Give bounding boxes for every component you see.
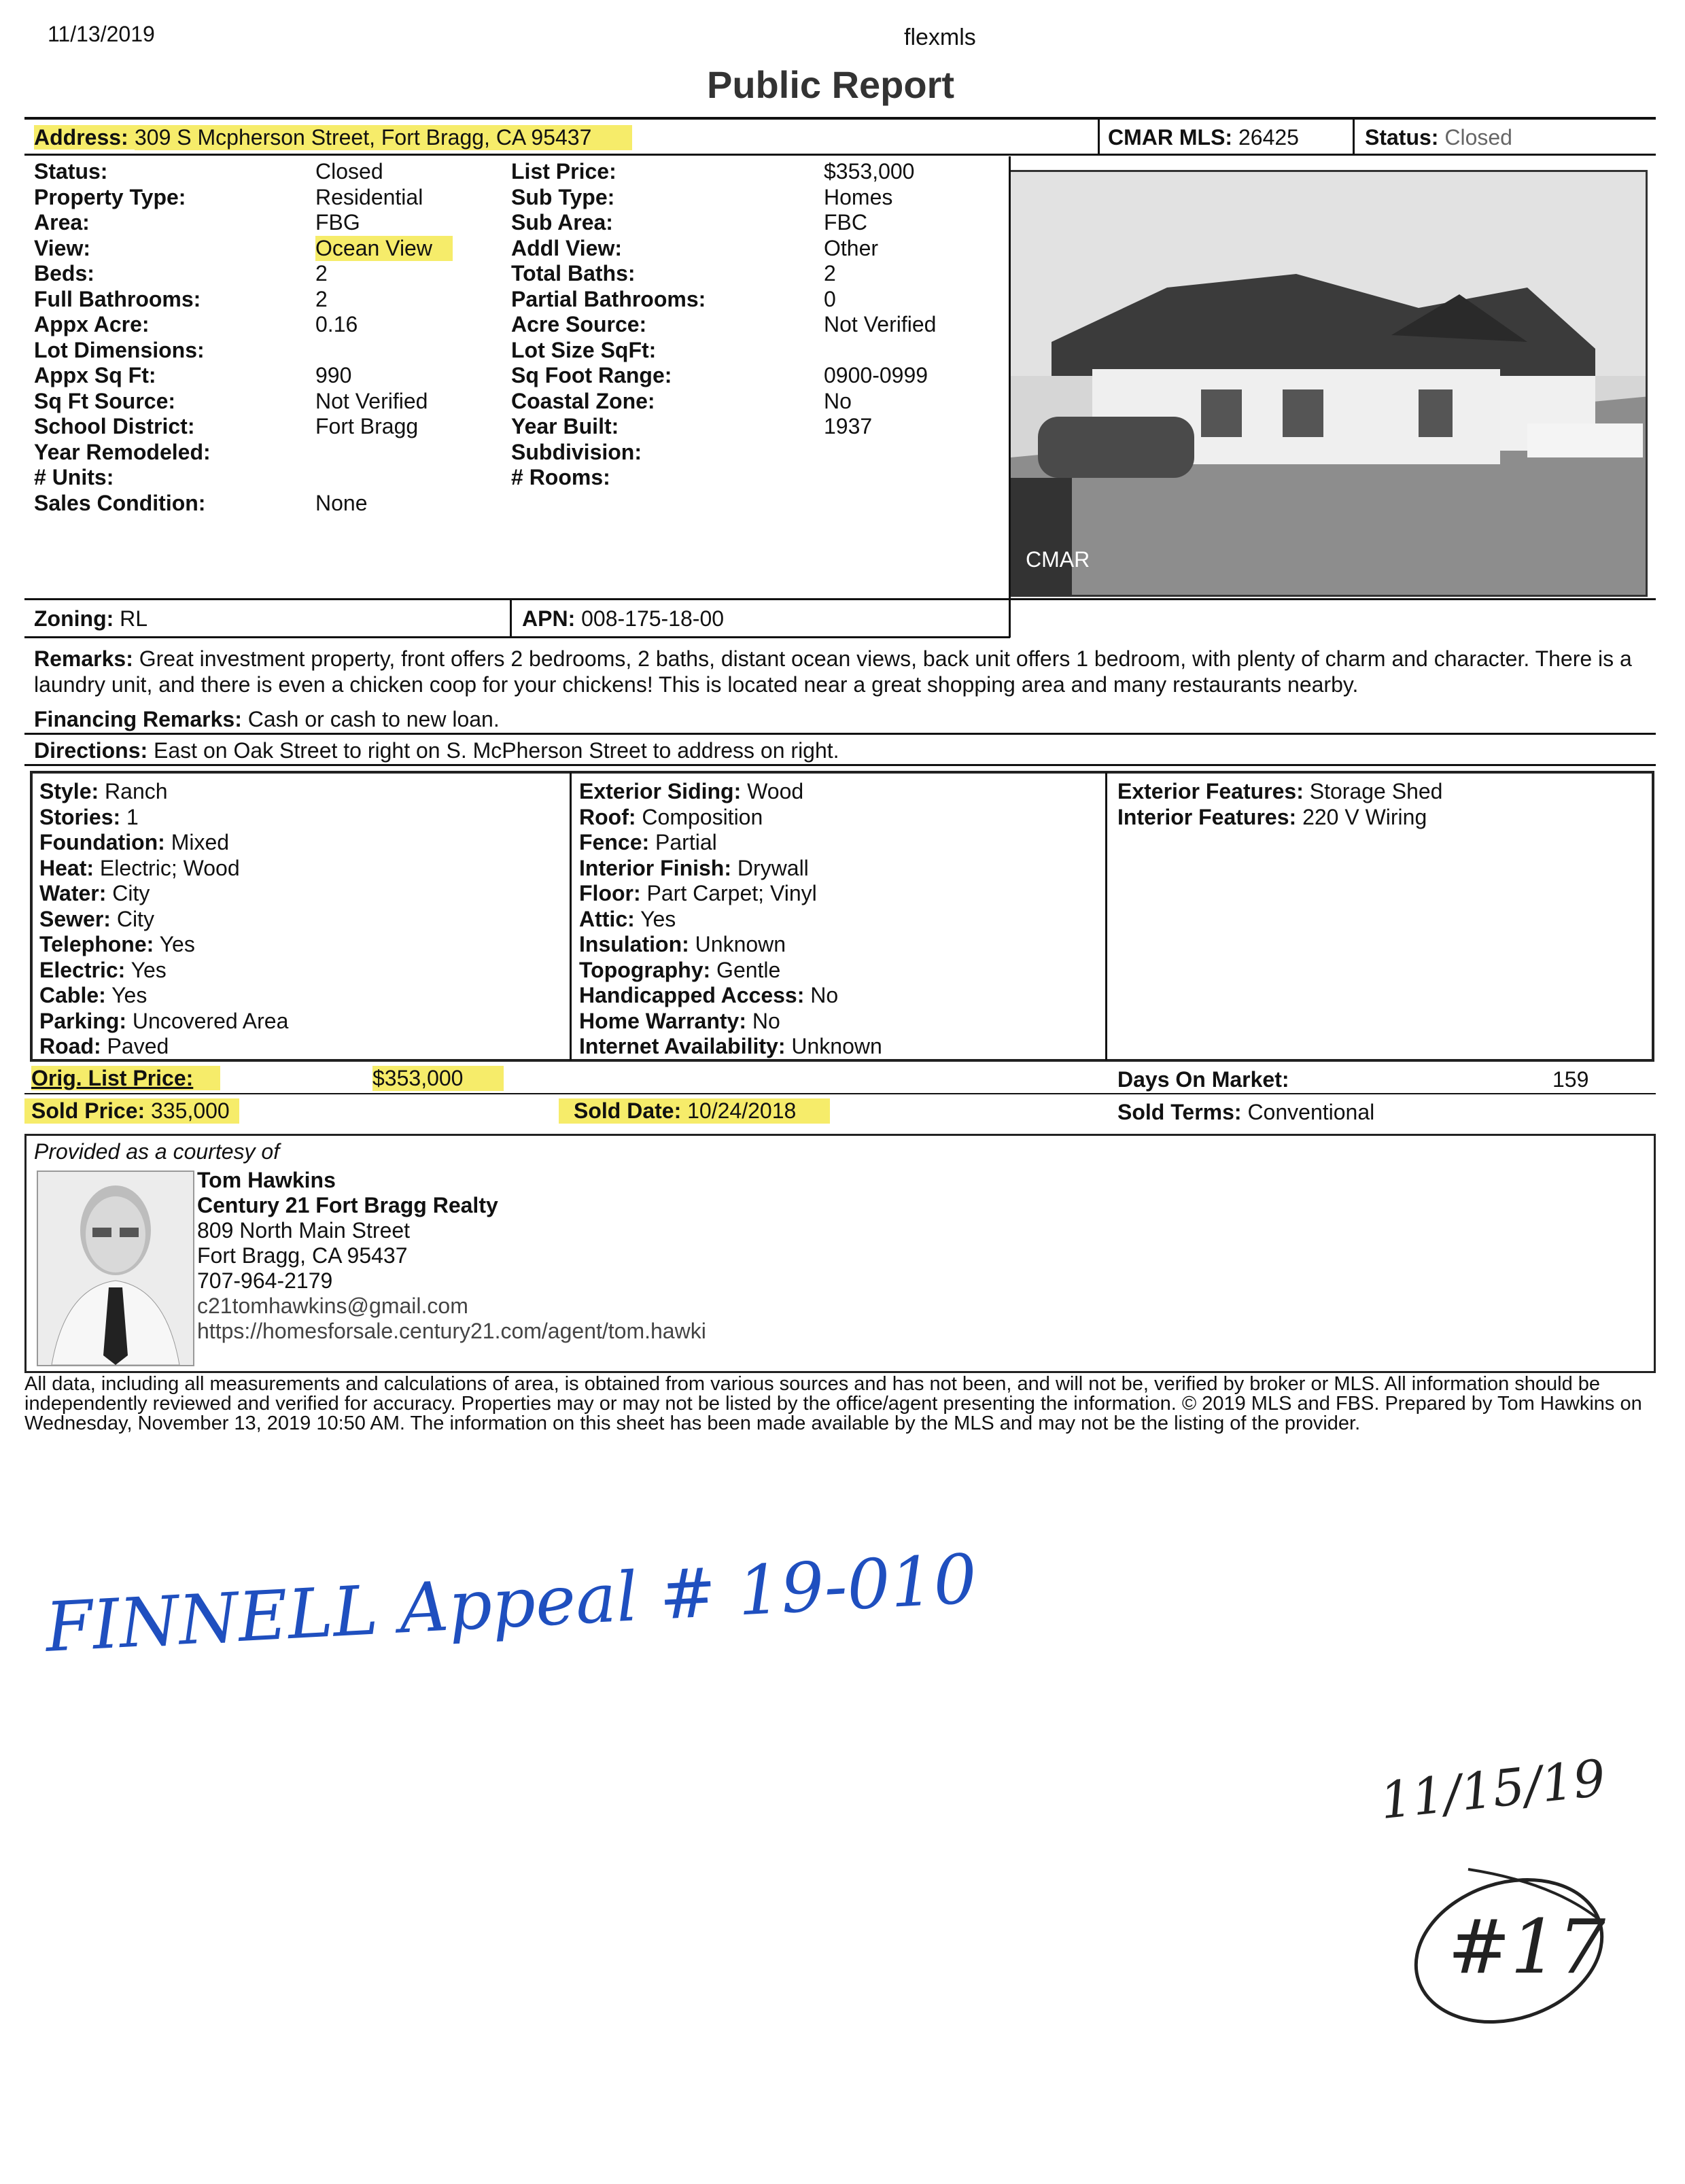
detail-value: 0900-0999 [824, 363, 928, 387]
feature-label: Attic: [579, 906, 635, 931]
feature-row [39, 958, 288, 984]
detail-value: Not Verified [824, 312, 937, 336]
feature-row [579, 805, 882, 831]
feature-label: Roof: [579, 804, 636, 829]
feature-row [39, 983, 288, 1009]
agent-info [197, 1168, 706, 1344]
feature-row [579, 983, 882, 1009]
feature-row [579, 881, 882, 907]
feature-label: Handicapped Access: [579, 983, 805, 1007]
features-col-1 [39, 779, 288, 1060]
detail-value [824, 440, 936, 466]
detail-label: Area: [34, 210, 90, 235]
features-col-2 [579, 779, 882, 1060]
agent-street: 809 North Main Street [197, 1218, 411, 1243]
agent-email[interactable]: c21tomhawkins@gmail.com [197, 1294, 468, 1318]
apn-value: 008-175-18-00 [581, 606, 725, 631]
sold-date-label: Sold Date: [574, 1098, 682, 1123]
feature-row [579, 932, 882, 958]
feature-row [39, 1009, 288, 1035]
feature-label: Floor: [579, 881, 641, 905]
feature-value: City [110, 906, 154, 931]
apn-label: APN: [522, 606, 576, 631]
feature-label: Home Warranty: [579, 1008, 746, 1033]
feature-value: Yes [154, 932, 195, 956]
remarks-text: Great investment property, front offers 2 bedrooms, 2 baths, distant ocean views, back unit offers 1 bedroom, with plenty of charm and character. There is a laundry unit, and there is even a chicken coop for your chickens! This is located near a great shopping area and many restaurants nearby. [34, 646, 1632, 697]
feature-value: Partial [649, 830, 717, 854]
address-label: Address: [34, 125, 128, 150]
detail-label: Property Type: [34, 184, 186, 209]
feature-row [1117, 805, 1442, 831]
feature-value: Electric; Wood [94, 855, 240, 880]
house-photo-image [1011, 172, 1648, 597]
detail-label: Sales Condition: [34, 490, 206, 515]
detail-label: Partial Bathrooms: [511, 286, 706, 311]
detail-value: 0 [824, 286, 836, 311]
details-left-values [315, 159, 453, 516]
agent-office: Century 21 Fort Bragg Realty [197, 1193, 498, 1217]
feature-row [1117, 779, 1442, 805]
remarks-label: Remarks: [34, 646, 133, 671]
detail-value: Ocean View [315, 236, 453, 262]
feature-label: Heat: [39, 855, 94, 880]
agent-portrait-image [38, 1172, 193, 1365]
feature-value: Composition [636, 804, 763, 829]
details-left-labels [34, 159, 211, 516]
feature-label: Road: [39, 1034, 101, 1058]
detail-value: 990 [315, 363, 352, 387]
zoning-value: RL [120, 606, 148, 631]
agent-phone: 707-964-2179 [197, 1268, 333, 1293]
detail-value: None [315, 490, 368, 515]
feature-label: Exterior Features: [1117, 779, 1304, 803]
feature-row [39, 856, 288, 882]
agent-url[interactable]: https://homesforsale.century21.com/agent/tom.hawki [197, 1319, 706, 1343]
detail-label: Subdivision: [511, 439, 642, 464]
feature-row [39, 805, 288, 831]
detail-value: Fort Bragg [315, 414, 419, 438]
detail-value [315, 440, 453, 466]
detail-value: 2 [315, 261, 328, 285]
sold-date-value: 10/24/2018 [687, 1098, 797, 1123]
mls-value: 26425 [1238, 125, 1299, 150]
detail-label: Sq Foot Range: [511, 363, 672, 387]
feature-row [39, 907, 288, 933]
detail-label: Year Built: [511, 414, 619, 438]
feature-row [579, 779, 882, 805]
directions-label: Directions: [34, 738, 148, 763]
feature-value: Ranch [99, 779, 168, 803]
details-right-labels [511, 159, 706, 491]
detail-label: Full Bathrooms: [34, 286, 201, 311]
feature-value: Mixed [164, 830, 230, 854]
status-label: Status: [1365, 125, 1439, 150]
remarks [34, 646, 1652, 697]
feature-row [39, 830, 288, 856]
detail-label: Beds: [34, 261, 94, 285]
feature-value: Part Carpet; Vinyl [640, 881, 817, 905]
feature-row [579, 1009, 882, 1035]
detail-value: 2 [315, 286, 328, 311]
detail-label: Sub Type: [511, 184, 615, 209]
detail-label: Lot Dimensions: [34, 337, 205, 362]
financing-text: Cash or cash to new loan. [247, 707, 500, 731]
feature-value: No [804, 983, 839, 1007]
feature-row [39, 932, 288, 958]
print-date: 11/13/2019 [48, 22, 155, 46]
detail-value: FBG [315, 210, 360, 235]
source-name: flexmls [904, 24, 976, 50]
detail-label: Total Baths: [511, 261, 636, 285]
feature-value: Wood [741, 779, 804, 803]
feature-label: Internet Availability: [579, 1034, 786, 1058]
features-col-3 [1117, 779, 1442, 830]
detail-value: No [824, 388, 852, 413]
feature-value: Gentle [710, 957, 781, 982]
handwritten-exhibit-number: #17 [1448, 1903, 1606, 1990]
detail-value: FBC [824, 210, 867, 235]
detail-label: Status: [34, 159, 108, 184]
feature-label: Fence: [579, 830, 650, 854]
feature-row [579, 856, 882, 882]
agent-city: Fort Bragg, CA 95437 [197, 1243, 408, 1268]
mls-label: CMAR MLS: [1108, 125, 1233, 150]
detail-label: Appx Acre: [34, 312, 150, 336]
detail-label: Addl View: [511, 235, 622, 260]
feature-label: Cable: [39, 983, 106, 1007]
dom-value: 159 [1552, 1067, 1589, 1092]
detail-label: Sq Ft Source: [34, 388, 176, 413]
status-value: Closed [1444, 125, 1512, 150]
financing-label: Financing Remarks: [34, 707, 242, 731]
feature-label: Interior Finish: [579, 855, 731, 880]
detail-label: Coastal Zone: [511, 388, 655, 413]
detail-value [824, 465, 936, 491]
feature-value: 1 [120, 804, 139, 829]
detail-value [824, 338, 936, 364]
detail-value: 0.16 [315, 312, 358, 336]
feature-value: Storage Shed [1303, 779, 1443, 803]
property-photo [1009, 170, 1648, 597]
feature-value: City [106, 881, 150, 905]
orig-list-label: Orig. List Price: [31, 1066, 220, 1090]
page-title: Public Report [707, 63, 955, 106]
detail-value: Homes [824, 184, 893, 209]
feature-row [579, 958, 882, 984]
photo-watermark: CMAR [1026, 547, 1090, 572]
courtesy-text: Provided as a courtesy of [34, 1139, 280, 1164]
detail-label: # Rooms: [511, 465, 610, 489]
detail-value: 2 [824, 261, 836, 285]
dom-label: Days On Market: [1117, 1067, 1289, 1092]
detail-label: Acre Source: [511, 312, 647, 336]
feature-row [579, 907, 882, 933]
feature-label: Style: [39, 779, 99, 803]
feature-label: Water: [39, 881, 107, 905]
detail-value: Not Verified [315, 388, 428, 413]
feature-label: Topography: [579, 957, 711, 982]
address-value: 309 S Mcpherson Street, Fort Bragg, CA 95437 [135, 125, 632, 150]
detail-label: Sub Area: [511, 210, 613, 235]
feature-value: Paved [101, 1034, 169, 1058]
detail-value: 1937 [824, 414, 873, 438]
feature-row [39, 881, 288, 907]
disclaimer: All data, including all measurements and calculations of area, is obtained from various sources and has not been, and will not be, verified by broker or MLS. All information should be independently reviewed and verified for accuracy. Properties may or may not be listed by the office/agent presenting the information. © 2019 MLS and FBS. Prepared by Tom Hawkins on Wednesday, November 13, 2019 10:50 AM. The information on this sheet has been made available by the MLS and may not be the listing of the provider. [24, 1373, 1642, 1434]
sold-price-value: 335,000 [151, 1098, 230, 1123]
handwritten-date: 11/15/19 [1377, 1748, 1608, 1831]
feature-value: Unknown [689, 932, 786, 956]
feature-label: Stories: [39, 804, 121, 829]
feature-value: Yes [634, 906, 676, 931]
feature-label: Sewer: [39, 906, 111, 931]
detail-label: List Price: [511, 159, 616, 184]
feature-row [579, 830, 882, 856]
sold-terms-label: Sold Terms: [1117, 1100, 1242, 1124]
detail-value: Closed [315, 159, 383, 184]
feature-value: 220 V Wiring [1296, 804, 1427, 829]
feature-value: Yes [125, 957, 167, 982]
feature-value: Unknown [785, 1034, 882, 1058]
details-right-values [824, 159, 936, 491]
feature-value: Uncovered Area [126, 1008, 289, 1033]
feature-value: No [746, 1008, 780, 1033]
detail-label: School District: [34, 414, 195, 438]
feature-row [579, 1034, 882, 1060]
detail-label: # Units: [34, 465, 114, 489]
feature-row [39, 1034, 288, 1060]
feature-label: Electric: [39, 957, 126, 982]
zoning-label: Zoning: [34, 606, 114, 631]
feature-label: Exterior Siding: [579, 779, 742, 803]
sold-price-label: Sold Price: [31, 1098, 145, 1123]
orig-list-value: $353,000 [372, 1066, 504, 1091]
detail-value: Residential [315, 184, 423, 209]
detail-label: Year Remodeled: [34, 439, 211, 464]
directions-text: East on Oak Street to right on S. McPherson Street to address on right. [154, 738, 839, 763]
detail-value: $353,000 [824, 159, 915, 184]
feature-label: Parking: [39, 1008, 127, 1033]
feature-value: Yes [105, 983, 147, 1007]
detail-label: View: [34, 235, 90, 260]
sold-terms-value: Conventional [1247, 1100, 1375, 1124]
feature-value: Drywall [731, 855, 809, 880]
handwritten-note: FINNELL Appeal # 19-010 [43, 1539, 979, 1667]
agent-photo [37, 1171, 194, 1366]
feature-label: Insulation: [579, 932, 689, 956]
detail-value: Other [824, 235, 879, 260]
detail-value [315, 465, 453, 491]
feature-label: Telephone: [39, 932, 154, 956]
detail-label: Lot Size SqFt: [511, 337, 657, 362]
agent-name: Tom Hawkins [197, 1168, 336, 1192]
feature-label: Interior Features: [1117, 804, 1297, 829]
detail-label: Appx Sq Ft: [34, 363, 156, 387]
feature-label: Foundation: [39, 830, 165, 854]
feature-row [39, 779, 288, 805]
detail-value [315, 338, 453, 364]
